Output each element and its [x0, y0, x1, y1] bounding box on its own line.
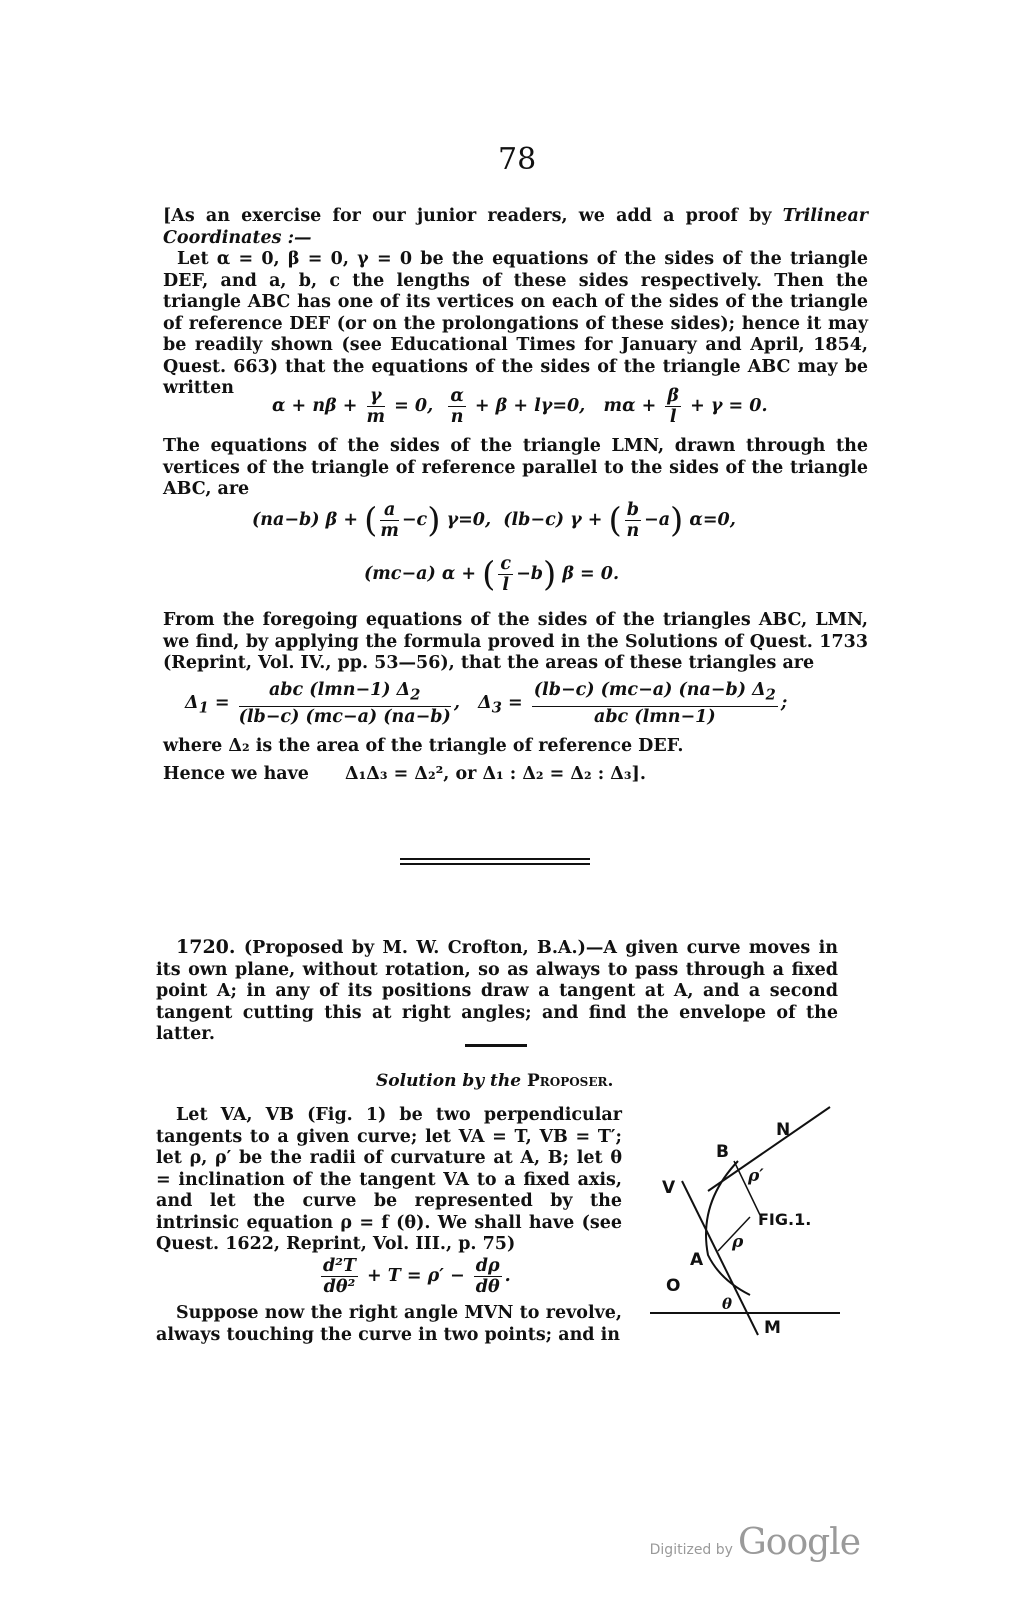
page-number: 78 [498, 142, 537, 177]
question-number: 1720. [176, 936, 236, 958]
label-v: V [662, 1178, 676, 1198]
exercise-intro [163, 206, 868, 249]
figure-1 [640, 1095, 840, 1355]
equation-lmn-1: (na−b) β + ( $\frac{a}{m}$ −c) γ=0, (lb−c) γ + ( $\frac{b}{n}$ −a) α=0, [252, 500, 736, 541]
equation-abc: α + nβ + $\frac{\gamma}{m}$ = 0, $\frac{\alpha}{n}$ + β + lγ=0, mα + $\frac{\beta}{l}$ + γ = 0. [272, 386, 768, 427]
conclusion-equation: Δ₁Δ₃ = Δ₂², or Δ₁ : Δ₂ = Δ₂ : Δ₃]. [345, 764, 646, 784]
solution-paragraph-1: Let VA, VB (Fig. 1) be two perpendicular tangents to a given curve; let VA = T, VB = T′; let ρ, ρ′ be the radii of curvature at A, B; let θ = inclination of the tangent VA to a fixed axis, and let the curve be represented by the intrinsic equation ρ = f (θ). We shall have (see Quest. 1622, Reprint, Vol. III., p. 75) [156, 1105, 622, 1254]
label-m: M [764, 1318, 781, 1338]
equation-areas: $\Delta_1$ = $\frac{abc (lmn-1) \Delta_2}{(lb-c) (mc-a) (na-b)}$ , $\Delta_3$ = $\frac{(lb-c) (mc-a) (na-b) \Delta_2}{\text{abc (lmn−1)}}$ ; [185, 680, 788, 727]
exercise-paragraph-2: The equations of the sides of the triangle LMN, drawn through the vertices of the triangle of reference parallel to the sides of the triangle ABC, are [163, 436, 868, 499]
google-logo: Google [738, 1522, 860, 1563]
label-rho-prime: ρ′ [748, 1166, 764, 1186]
label-rho: ρ [732, 1232, 744, 1252]
exercise-conclusion [163, 764, 868, 786]
short-rule [465, 1044, 527, 1047]
exercise-paragraph-1: Let α = 0, β = 0, γ = 0 be the equations of the sides of the triangle DEF, and a, b, c the lengths of these sides respectively. Then the triangle ABC has one of its vertices on each of the sides of the triangle of reference DEF (or on the prolongations of these sides); hence it may be readily shown (see Educational Times for January and April, 1854, Quest. 663) that the equations of the sides of the triangle ABC may be written [163, 249, 868, 398]
question-1720 [156, 937, 838, 1046]
conclusion-label: Hence we have [163, 764, 309, 784]
exercise-intro-text: [As an exercise for our junior readers, we add a proof by [163, 206, 772, 226]
separator-rule-bottom [400, 863, 590, 865]
exercise-intro-italic: Trilinear Coordinates :— [163, 206, 869, 248]
exercise-paragraph-3: From the foregoing equations of the sides of the triangles ABC, LMN, we find, by applying the formula proved in the Solutions of Quest. 1733 (Reprint, Vol. IV., pp. 53—56), that the areas of these triangles are [163, 610, 868, 673]
label-n: N [776, 1120, 791, 1140]
question-proposer: (Proposed by M. W. Crofton, B.A.) [243, 938, 586, 958]
solution-paragraph-2: Suppose now the right angle MVN to revolve, always touching the curve in two points; and in [156, 1303, 622, 1345]
solution-heading-proposer: Proposer. [527, 1071, 614, 1091]
separator-rule-top [400, 858, 590, 860]
solution-heading [376, 1071, 613, 1091]
question-text: —A given curve moves in its own plane, without rotation, so as always to pass through a fixed point A; in any of its positions draw a tangent at A, and a second tangent cutting this at right angles; and find the envelope of the latter. [156, 938, 839, 1044]
figure-caption: FIG.1. [758, 1210, 812, 1229]
label-o: O [666, 1276, 681, 1296]
solution-heading-italic: Solution by the [376, 1071, 522, 1091]
google-watermark [650, 1522, 860, 1563]
equation-lmn-2: (mc−a) α + ( $\frac{c}{l}$ −b) β = 0. [364, 554, 620, 595]
digitized-by-text: Digitized by [649, 1542, 733, 1558]
equation-solution: $\frac{\text{d²T}}{\text{dθ²}}$ + T = ρ′ − $\frac{d\rho}{d\theta}$ . [323, 1256, 511, 1297]
label-a: A [690, 1250, 704, 1270]
label-b: B [716, 1142, 729, 1162]
exercise-paragraph-4: where Δ₂ is the area of the triangle of reference DEF. [163, 736, 684, 756]
label-theta: θ [722, 1295, 733, 1313]
